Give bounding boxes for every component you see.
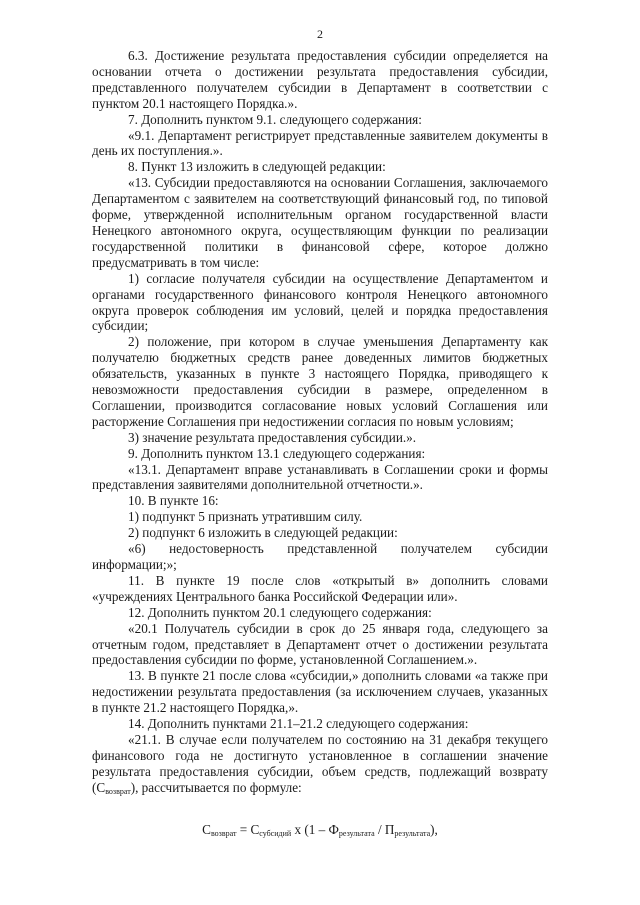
paragraph-item-8: 8. Пункт 13 изложить в следующей редакции: [128, 159, 386, 175]
paragraph-16-sub-1: 1) подпункт 5 признать утратившим силу. [128, 509, 363, 525]
formula-mid: х (1 – Ф [291, 821, 339, 837]
paragraph-16-sub-2: 2) подпункт 6 изложить в следующей редакции: [128, 525, 398, 541]
paragraph-13-sub-1: 1) согласие получателя субсидии на осуществление Департаментом и органами государственного финансового контроля Ненецкого автономного округа проверок соблюдения им условий, целей и порядка предоставления субсидии; [92, 270, 548, 334]
paragraph-item-7: 7. Дополнить пунктом 9.1. следующего содержания: [128, 111, 422, 127]
document-body [92, 48, 548, 842]
paragraph-9-1: «9.1. Департамент регистрирует представленные заявителем документы в день их поступления.». [92, 127, 548, 159]
formula-c1-sub: возврат [210, 828, 237, 838]
paragraph-21-1 [92, 732, 548, 800]
paragraph-item-13: 13. В пункте 21 после слова «субсидии,» дополнить словами «а также при недостижении результата предоставления (за исключением случаев, указанных в пункте 21.2 настоящего Порядка,». [92, 668, 548, 716]
paragraph-item-14: 14. Дополнить пунктами 21.1–21.2 следующего содержания: [128, 716, 469, 732]
paragraph-21-1-subscript: возврат [105, 786, 131, 796]
paragraph-item-10: 10. В пункте 16: [128, 493, 219, 509]
formula-end: ), [430, 821, 438, 837]
formula-p-sub: результата [394, 828, 431, 838]
refund-formula [92, 822, 548, 842]
formula-eq: = С [236, 821, 260, 837]
formula-c1: С [202, 821, 211, 837]
paragraph-13: «13. Субсидии предоставляются на основании Соглашения, заключаемого Департаментом с заявителем на соответствующий финансовый год, по типовой форме, утвержденной исполнительным органом государственной власти Ненецкого автономного округа, осуществляющим функции по реализации государственной политики в финансовой сфере, которое должно предусматривать в том числе: [92, 175, 548, 270]
paragraph-21-1-tail: ), рассчитывается по формуле: [130, 779, 302, 795]
paragraph-16-sub-6: «6) недостоверность представленной получателем субсидии информации;»; [92, 541, 548, 572]
paragraph-13-1: «13.1. Департамент вправе устанавливать в Соглашении сроки и формы представления заявителями дополнительной отчетности.». [92, 461, 548, 493]
paragraph-13-sub-3: 3) значение результата предоставления субсидии.». [128, 429, 417, 445]
formula-f-sub: результата [338, 828, 375, 838]
formula-c2-sub: субсидий [259, 828, 292, 838]
paragraph-20-1: «20.1 Получатель субсидии в срок до 25 января года, следующего за отчетным годом, представляет в Департамент отчет о достижении результата предоставления субсидии по форме, установленной Соглашением.». [92, 620, 548, 668]
paragraph-6-3: 6.3. Достижение результата предоставления субсидии определяется на основании отчета о достижении результата предоставления субсидии, представленного получателем субсидии в Департамент в соответствии с пунктом 20.1 настоящего Порядка.». [92, 48, 548, 111]
paragraph-13-sub-2: 2) положение, при котором в случае уменьшения Департаменту как получателю бюджетных средств ранее доведенных лимитов бюджетных обязательств, указанных в пункте 3 настоящего Порядка, приводящего к невозможности предоставления субсидии в размере, определенном в Соглашении, производится согласование новых условий Соглашения или расторжение Соглашения при недостижении согласия по новым условиям; [92, 334, 548, 429]
paragraph-item-12: 12. Дополнить пунктом 20.1 следующего содержания: [128, 604, 432, 620]
paragraph-item-11: 11. В пункте 19 после слов «открытый в» дополнить словами «учреждениях Центрального банка Российской Федерации или». [92, 572, 548, 604]
page-number: 2 [317, 27, 323, 41]
paragraph-item-9: 9. Дополнить пунктом 13.1 следующего содержания: [128, 445, 426, 461]
paragraph-21-1-text: «21.1. В случае если получателем по состоянию на 31 декабря текущего финансового года не достигнуто установленное в соглашении значение результата предоставления субсидии, объем средств, подлежащий возврату (С [92, 731, 548, 795]
formula-slash: / П [374, 821, 395, 837]
